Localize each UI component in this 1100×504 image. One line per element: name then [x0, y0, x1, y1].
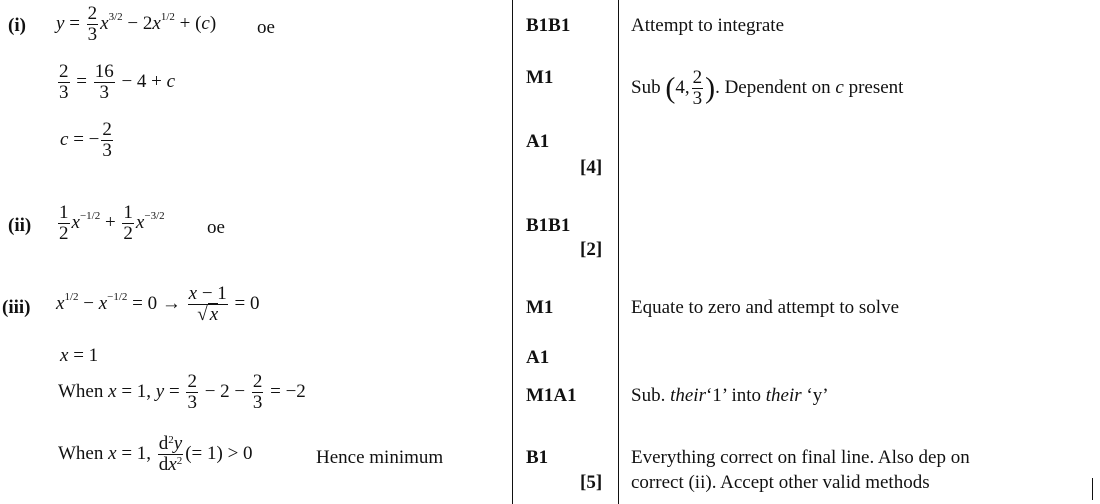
- mark-iii-3: M1A1: [526, 385, 577, 406]
- answer-ii: $\frac{1}{2}$ $x^{-1/2}$ + $\frac{1}{2}$ $x^{-3/2}$: [59, 202, 165, 244]
- comment-iii-4-line2: correct (ii). Accept other valid methods: [631, 472, 930, 493]
- answer-iii-line4: When x = 1, $\frac{d^2y}{dx^2}$ (= 1) > 0: [58, 433, 253, 475]
- mark-iii-1: M1: [526, 297, 554, 318]
- when-text-2: When: [58, 442, 104, 464]
- comment-iii-3-e: ‘y’: [806, 385, 829, 406]
- mark-i-3: A1: [526, 131, 550, 152]
- part-label-ii: (ii): [8, 215, 32, 236]
- mark-iii-2: A1: [526, 347, 550, 368]
- part-label-iii: (iii): [2, 297, 31, 318]
- comment-iii-1: Equate to zero and attempt to solve: [631, 297, 900, 318]
- hence-minimum: Hence minimum: [316, 447, 444, 468]
- answer-i-line3: c = − $\frac{2}{3}$: [60, 119, 112, 161]
- answer-i-line1: y = $\frac{2}{3}$ $x^{3/2} - 2x^{1/2} + (c)$: [56, 3, 217, 45]
- comment-iii-4-line1: Everything correct on final line. Also dep on: [631, 447, 970, 468]
- comment-iii-3: [631, 386, 829, 405]
- comment-i-1: Attempt to integrate: [631, 15, 785, 36]
- subtotal-iii: [5]: [580, 472, 603, 493]
- mark-ii: B1B1: [526, 215, 571, 236]
- column-divider-left: [512, 0, 513, 504]
- page-edge-mark: [1092, 478, 1093, 500]
- when-text-1: When: [58, 380, 104, 402]
- subtotal-ii: [2]: [580, 239, 603, 260]
- oe-ii: oe: [207, 217, 225, 238]
- comment-iii-3-c: ‘1’ into: [705, 385, 762, 406]
- answer-iii-line1: $x^{1/2} - x^{-1/2} = 0$ → $\frac{x - 1}{√ x}$ = 0: [56, 283, 260, 325]
- answer-i-line2: $\frac{2}{3}$ = $\frac{16}{3}$ − 4 + c: [59, 61, 176, 103]
- comment-iii-3-a: Sub.: [631, 385, 666, 406]
- comment-iii-3-d: their: [765, 385, 802, 406]
- comment-i-2-suffix: Dependent on: [724, 76, 831, 98]
- comment-iii-3-b: their: [670, 385, 706, 406]
- comment-i-2-tail: present: [848, 76, 904, 98]
- answer-iii-line2: x = 1: [60, 345, 99, 366]
- mark-i-2: M1: [526, 67, 554, 88]
- column-divider-right: [618, 0, 619, 504]
- mark-i-1: B1B1: [526, 15, 571, 36]
- oe-i: oe: [257, 17, 275, 38]
- answer-iii-line3: When x = 1, y = $\frac{2}{3}$ − 2 − $\frac{2}{3}$ = −2: [58, 371, 306, 413]
- mark-iii-4: B1: [526, 447, 549, 468]
- subtotal-i: [4]: [580, 157, 603, 178]
- part-label-i: (i): [8, 15, 26, 36]
- comment-i-2-prefix: Sub: [631, 76, 661, 98]
- comment-i-2-var: c: [835, 76, 844, 98]
- comment-i-2: Sub (4, $\frac{2}{3}$ ). Dependent on c present: [631, 67, 904, 109]
